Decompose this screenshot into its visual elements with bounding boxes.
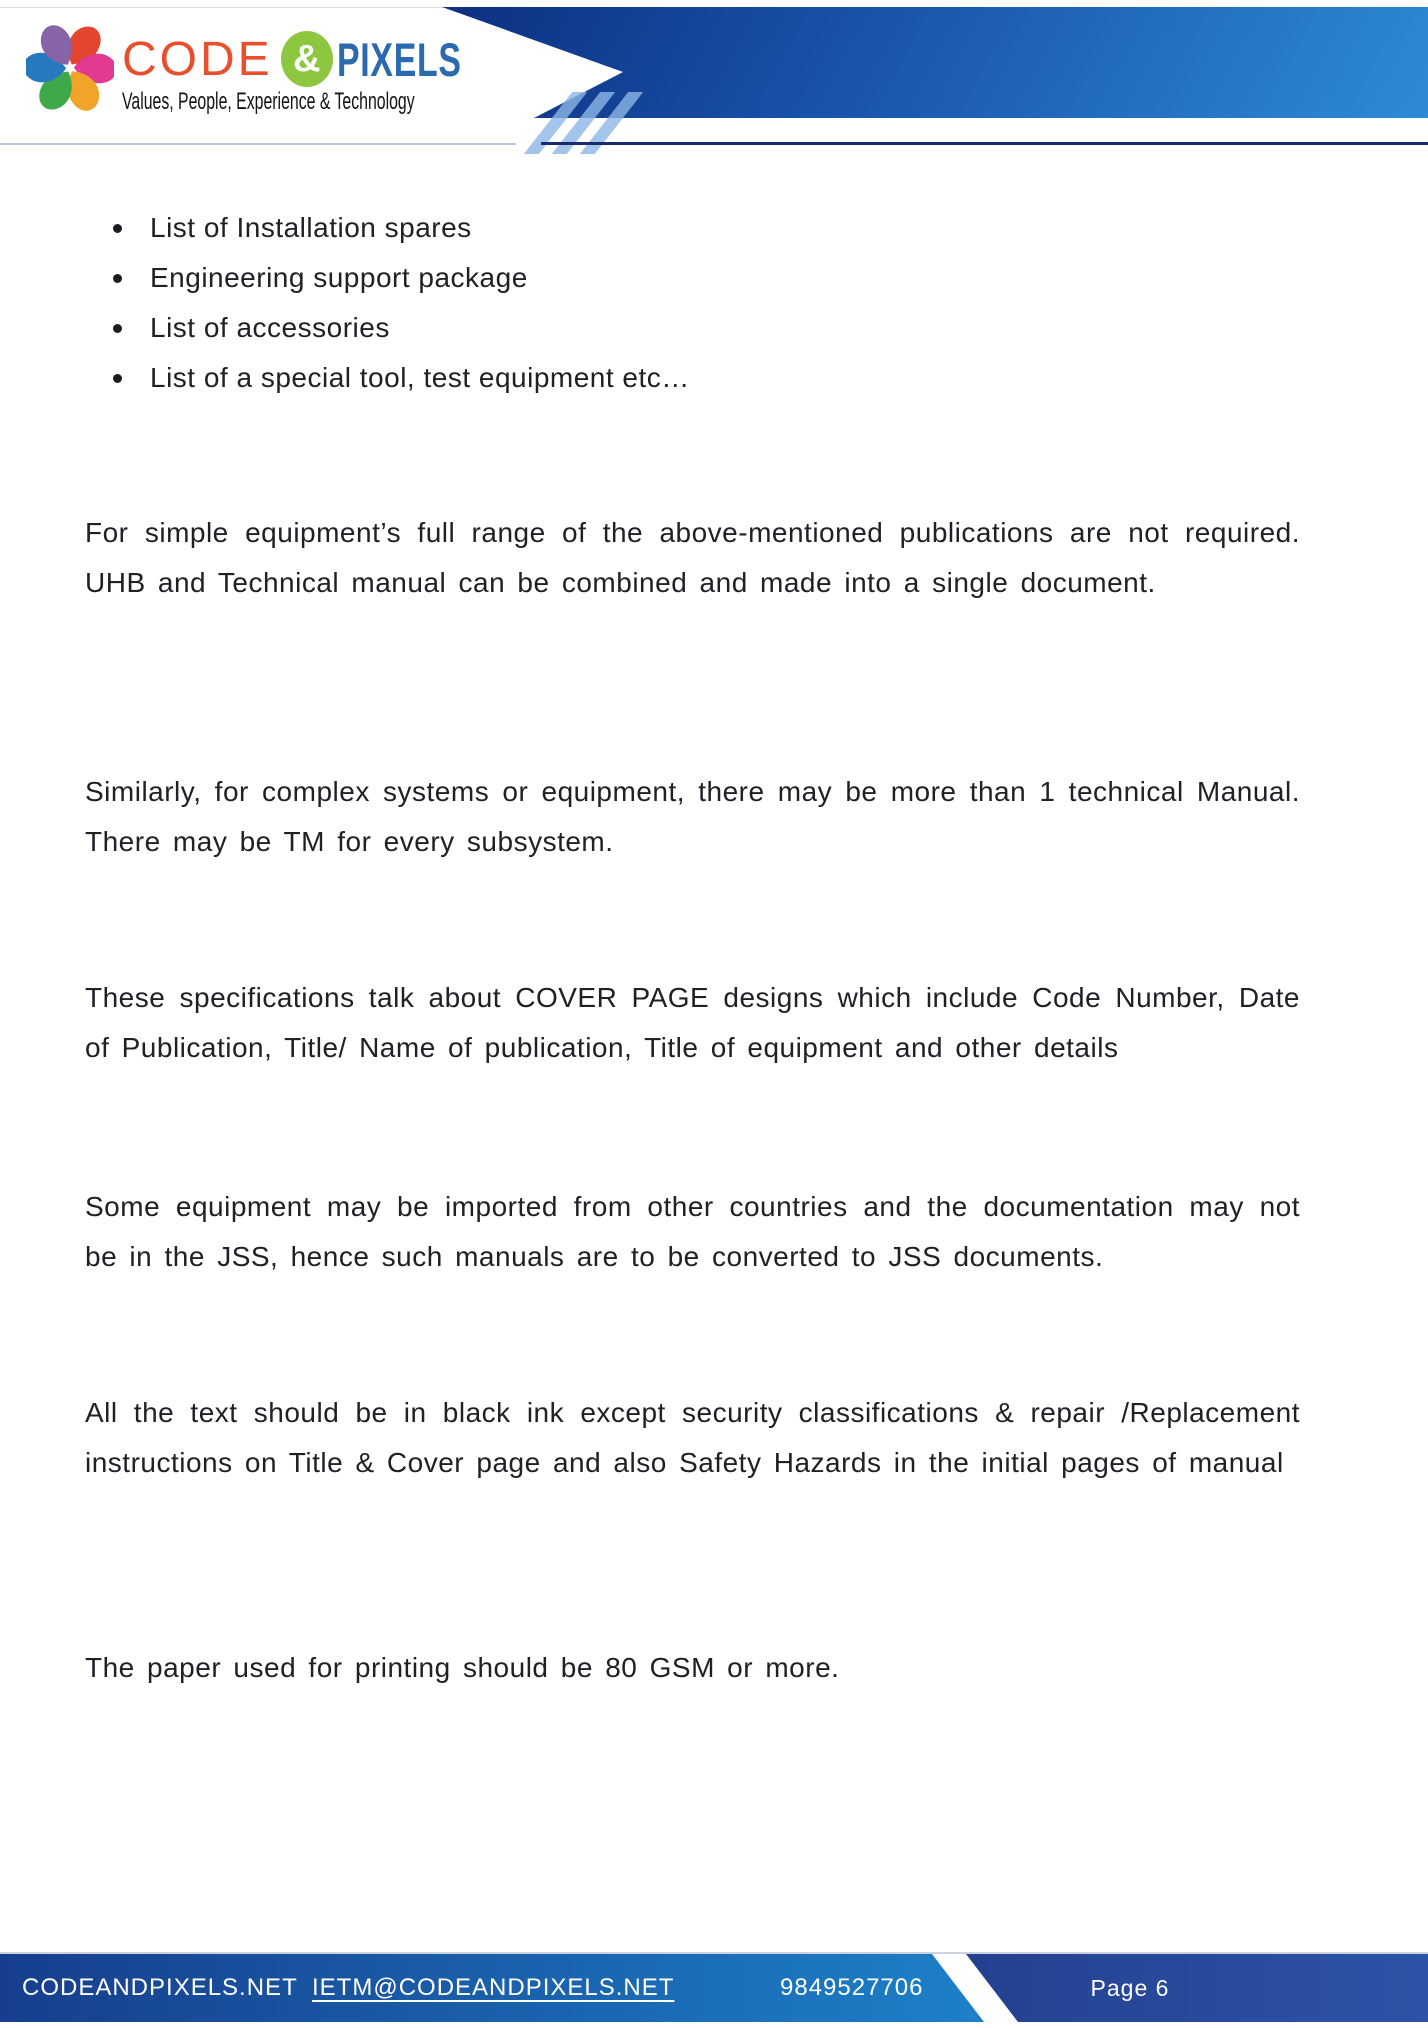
header-rule-left bbox=[0, 143, 516, 145]
page-header bbox=[0, 0, 1428, 160]
bullet-dot-icon bbox=[113, 274, 122, 283]
bullet-dot-icon bbox=[113, 324, 122, 333]
bullet-item bbox=[85, 253, 1300, 303]
logo-word-code: CODE bbox=[122, 32, 273, 86]
footer-email-link[interactable]: IETM@CODEANDPIXELS.NET bbox=[312, 1974, 675, 2001]
bullet-text: Engineering support package bbox=[150, 262, 528, 293]
bullet-text: List of accessories bbox=[150, 312, 390, 343]
logo-tagline: Values, People, Experience & Technology bbox=[122, 88, 415, 115]
header-rule-right bbox=[541, 142, 1428, 145]
body-paragraph: Some equipment may be imported from other countries and the documentation may not be in the JSS, hence such manuals are to be converted to JSS documents. bbox=[85, 1191, 1300, 1272]
body-paragraph: These specifications talk about COVER PAGE designs which include Code Number, Date of Publication, Title/ Name of publication, Title of equipment and other details bbox=[85, 982, 1300, 1063]
body-paragraph: For simple equipment’s full range of the above-mentioned publications are not required. UHB and Technical manual can be combined and made into a single document. bbox=[85, 517, 1300, 598]
bullet-text: List of a special tool, test equipment etc… bbox=[150, 362, 690, 393]
logo-ampersand: & bbox=[292, 37, 321, 80]
bullet-item bbox=[85, 303, 1300, 353]
bullet-item bbox=[85, 353, 1300, 403]
footer-phone: 9849527706 bbox=[780, 1974, 924, 2001]
bullet-dot-icon bbox=[113, 374, 122, 383]
page-number: Page 6 bbox=[1090, 1975, 1170, 2001]
body-paragraph: Similarly, for complex systems or equipment, there may be more than 1 technical Manual. There may be TM for every subsystem. bbox=[85, 776, 1300, 857]
bullet-text: List of Installation spares bbox=[150, 212, 472, 243]
logo-ampersand-badge bbox=[281, 31, 333, 87]
body-paragraph: All the text should be in black ink except security classifications & repair /Replacement instructions on Title & Cover page and also Safety Hazards in the initial pages of manual bbox=[85, 1397, 1300, 1478]
page-footer bbox=[0, 1954, 1428, 2022]
footer-website: CODEANDPIXELS.NET bbox=[22, 1974, 298, 2001]
logo-word-pixels: PIXELS bbox=[336, 32, 462, 86]
pinwheel-icon bbox=[26, 24, 114, 112]
body-paragraph: The paper used for printing should be 80 GSM or more. bbox=[85, 1652, 840, 1683]
bullet-list bbox=[85, 203, 1300, 403]
bullet-dot-icon bbox=[113, 224, 122, 233]
bullet-item bbox=[85, 203, 1300, 253]
company-logo bbox=[24, 22, 494, 132]
